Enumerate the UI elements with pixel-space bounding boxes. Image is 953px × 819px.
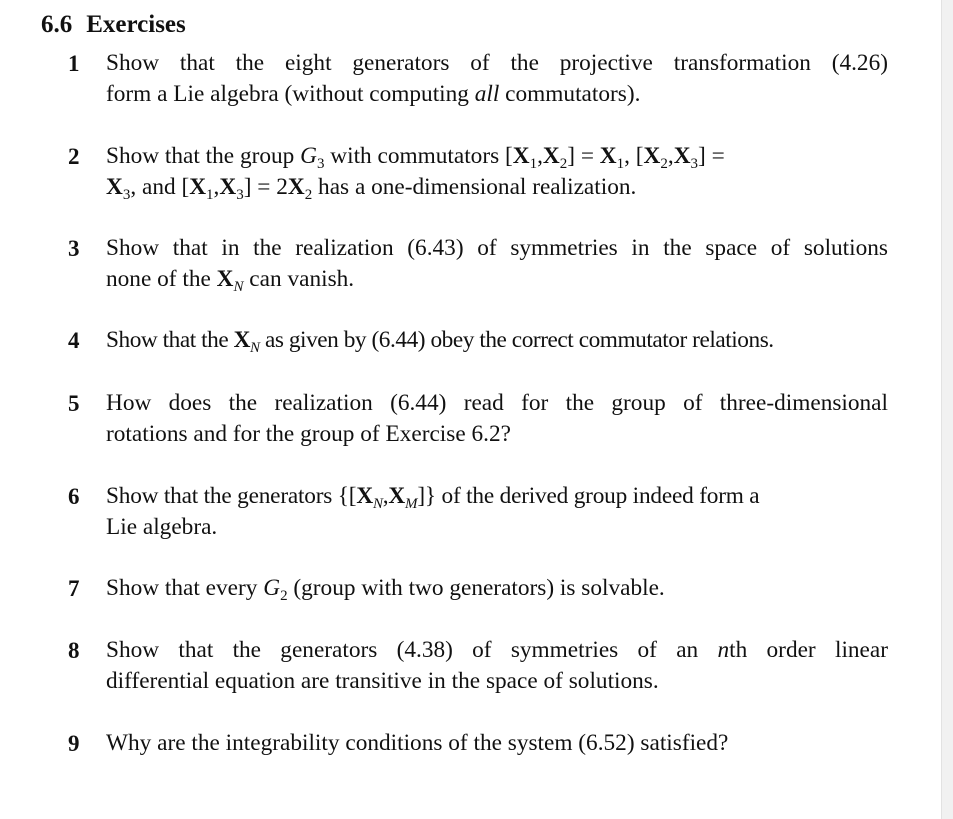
text-line: differential equation are transitive in the space of solutions. (106, 668, 659, 694)
exercise-number: 2 (68, 144, 80, 169)
text-line: Show that the eight generators of the projective transformation (4.26) (106, 50, 888, 76)
exercise-text (106, 728, 888, 759)
text-line: Show that the group $G_3$ with commutators $[X_1,X_2] = X_1$, $[X_2,X_3]$ = (106, 143, 725, 172)
text-line: Show that the generators $\{[X_N,X_M]\}$ of the derived group indeed form a (106, 483, 760, 512)
exercise-text (106, 388, 888, 450)
exercise-text (106, 233, 888, 295)
text-line: Why are the integrability conditions of the system (6.52) satisfied? (106, 730, 729, 756)
exercise-number: 8 (68, 638, 80, 663)
exercise-number: 1 (68, 51, 80, 76)
text-line: Show that the generators (4.38) of symmetries of an nth order linear (106, 637, 888, 663)
section-heading (41, 8, 186, 42)
exercise-text (106, 141, 888, 203)
exercise-text (106, 325, 888, 356)
text-line: How does the realization (6.44) read for the group of three-dimensional (106, 390, 888, 416)
exercise-number: 4 (68, 328, 80, 353)
exercise-text (106, 573, 888, 604)
exercise-text (106, 48, 888, 110)
text-line: Show that the $X_N$ as given by (6.44) obey the correct commutator relations. (106, 327, 774, 356)
text-line: none of the $X_N$ can vanish. (106, 266, 355, 295)
text-line: form a Lie algebra (without computing all commutators). (106, 81, 641, 107)
text-line: Show that in the realization (6.43) of symmetries in the space of solutions (106, 235, 888, 261)
exercise-number: 3 (68, 236, 80, 261)
text-line: $X_3$, and $[X_1,X_3] = 2X_2$ has a one-dimensional realization. (106, 174, 637, 203)
exercise-text (106, 481, 888, 543)
section-number: 6.6 (41, 11, 73, 38)
section-title: Exercises (86, 11, 186, 38)
page-edge (941, 0, 953, 819)
exercise-text (106, 635, 888, 697)
exercise-number: 6 (68, 484, 80, 509)
text-line: rotations and for the group of Exercise 6.2? (106, 421, 511, 447)
text-line: Show that every $G_2$ (group with two generators) is solvable. (106, 575, 665, 604)
exercise-number: 5 (68, 391, 80, 416)
text-line: Lie algebra. (106, 514, 218, 540)
exercise-number: 7 (68, 576, 80, 601)
exercise-number: 9 (68, 731, 80, 756)
